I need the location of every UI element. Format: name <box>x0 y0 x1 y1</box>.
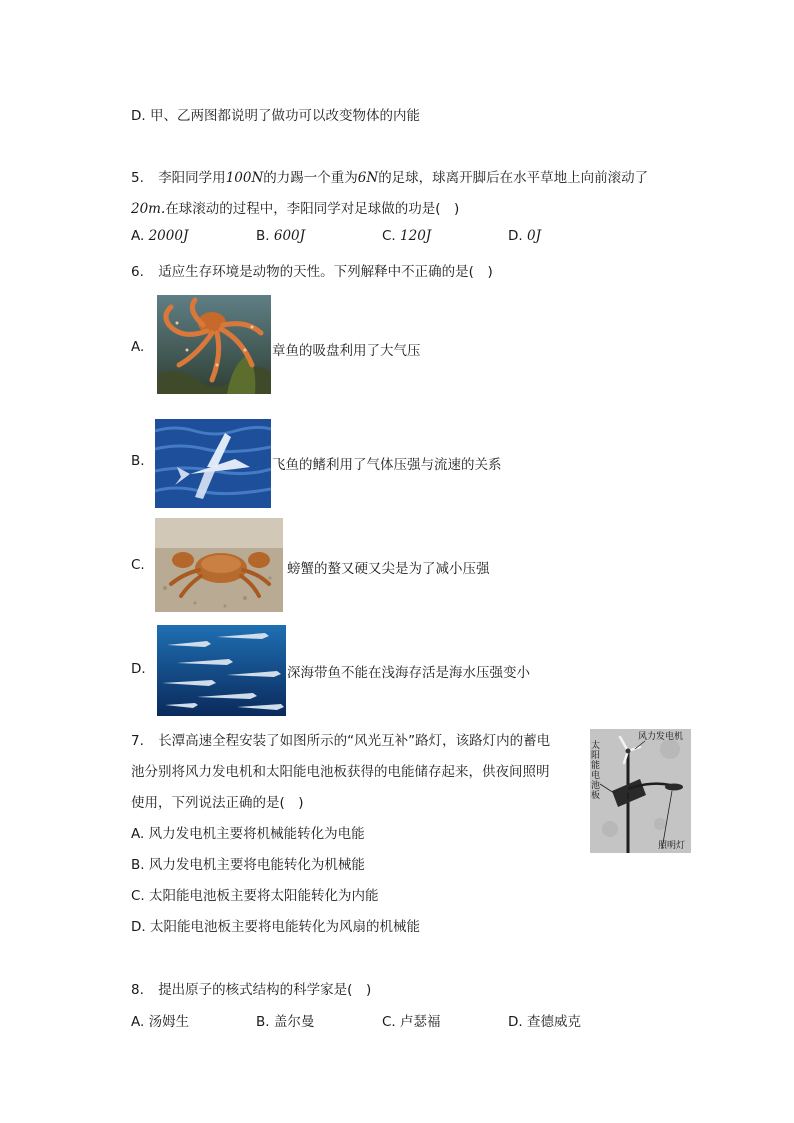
q5-stem-part-c: 的足球，球离开脚后在水平草地上向前滚动了 <box>378 170 649 186</box>
q5-option-c <box>382 228 431 244</box>
q6-option-d-letter: D. <box>131 661 146 677</box>
figure-label-wind: 风力发电机 <box>638 732 684 742</box>
option-value: 0J <box>526 228 541 244</box>
q6-option-a-letter: A. <box>131 339 145 355</box>
q7-option-a <box>131 822 365 842</box>
option-text: 汤姆生 <box>148 1014 190 1030</box>
option-letter: A. <box>131 228 145 244</box>
option-letter: B. <box>256 228 270 244</box>
option-value: 2000J <box>148 228 189 244</box>
figure-label-lamp: 照明灯 <box>658 841 686 851</box>
option-text: 太阳能电池板主要将太阳能转化为内能 <box>149 888 379 904</box>
q5-stem-line-1 <box>131 166 648 186</box>
q7-option-b <box>131 853 365 873</box>
option-text: 太阳能电池板主要将电能转化为风扇的机械能 <box>149 919 420 935</box>
option-letter: C. <box>382 228 396 244</box>
q6-stem <box>131 260 493 280</box>
q8-option-b <box>256 1010 314 1030</box>
q8-stem-text: 提出原子的核式结构的科学家是( ) <box>158 982 372 998</box>
ribbonfish-photo <box>157 625 286 716</box>
q8-option-a <box>131 1010 189 1030</box>
q8-number: 8. <box>131 982 144 998</box>
option-text: 卢瑟福 <box>400 1014 441 1030</box>
q8-option-c <box>382 1010 441 1030</box>
q7-option-d <box>131 915 420 935</box>
option-value: 600J <box>273 228 306 244</box>
q7-stem-line-1 <box>131 729 550 749</box>
q5-option-d <box>508 228 541 244</box>
q5-option-b <box>256 228 305 244</box>
q7-stem-text-1: 长潭高速全程安装了如图所示的“风光互补”路灯，该路灯内的蓄电 <box>158 733 551 749</box>
q5-option-a <box>131 228 188 244</box>
option-text: 查德威克 <box>526 1014 581 1030</box>
option-letter: D. <box>508 1014 523 1030</box>
q8-stem <box>131 978 371 998</box>
q6-option-a-text: 章鱼的吸盘利用了大气压 <box>272 343 421 359</box>
option-letter: B. <box>131 857 145 873</box>
q6-number: 6. <box>131 264 144 280</box>
q6-option-c-text: 螃蟹的螯又硬又尖是为了减小压强 <box>287 561 490 577</box>
figure-label-solar: 太阳能电池板 <box>591 741 601 801</box>
q5-stem-part-a: 李阳同学用 <box>158 170 226 186</box>
octopus-photo <box>157 295 271 394</box>
q5-force: 100N <box>225 170 264 186</box>
option-letter: C. <box>382 1014 396 1030</box>
q6-option-d-text: 深海带鱼不能在浅海存活是海水压强变小 <box>287 665 530 681</box>
q7-option-c <box>131 884 379 904</box>
q5-distance: 20m. <box>131 201 166 217</box>
q6-option-b-text: 飞鱼的鳍利用了气体压强与流速的关系 <box>272 457 502 473</box>
q5-stem-part-d: 在球滚动的过程中，李阳同学对足球做的功是( ) <box>165 201 460 217</box>
q4-option-d: D. 甲、乙两图都说明了做功可以改变物体的内能 <box>131 108 420 124</box>
option-letter: D. <box>508 228 523 244</box>
q7-stem-line-3: 使用，下列说法正确的是( ) <box>131 795 304 811</box>
q5-number: 5. <box>131 170 144 186</box>
q5-stem-line-2 <box>131 197 459 217</box>
q6-option-b-letter: B. <box>131 453 145 469</box>
crab-photo <box>155 518 283 612</box>
option-letter: D. <box>131 919 146 935</box>
option-letter: A. <box>131 1014 145 1030</box>
option-letter: B. <box>256 1014 270 1030</box>
option-text: 风力发电机主要将电能转化为机械能 <box>148 857 365 873</box>
option-value: 120J <box>400 228 432 244</box>
option-letter: A. <box>131 826 145 842</box>
street-lamp-figure <box>590 729 691 853</box>
option-letter: C. <box>131 888 145 904</box>
q8-option-d <box>508 1010 581 1030</box>
option-text: 盖尔曼 <box>273 1014 315 1030</box>
q7-number: 7. <box>131 733 144 749</box>
option-text: 风力发电机主要将机械能转化为电能 <box>148 826 365 842</box>
flying-fish-photo <box>155 419 271 508</box>
q5-weight: 6N <box>357 170 379 186</box>
q6-stem-text: 适应生存环境是动物的天性。下列解释中不正确的是( ) <box>158 264 493 280</box>
q6-option-c-letter: C. <box>131 557 145 573</box>
q5-stem-part-b: 的力踢一个重为 <box>263 170 358 186</box>
q7-stem-line-2: 池分别将风力发电机和太阳能电池板获得的电能储存起来，供夜间照明 <box>131 764 550 780</box>
